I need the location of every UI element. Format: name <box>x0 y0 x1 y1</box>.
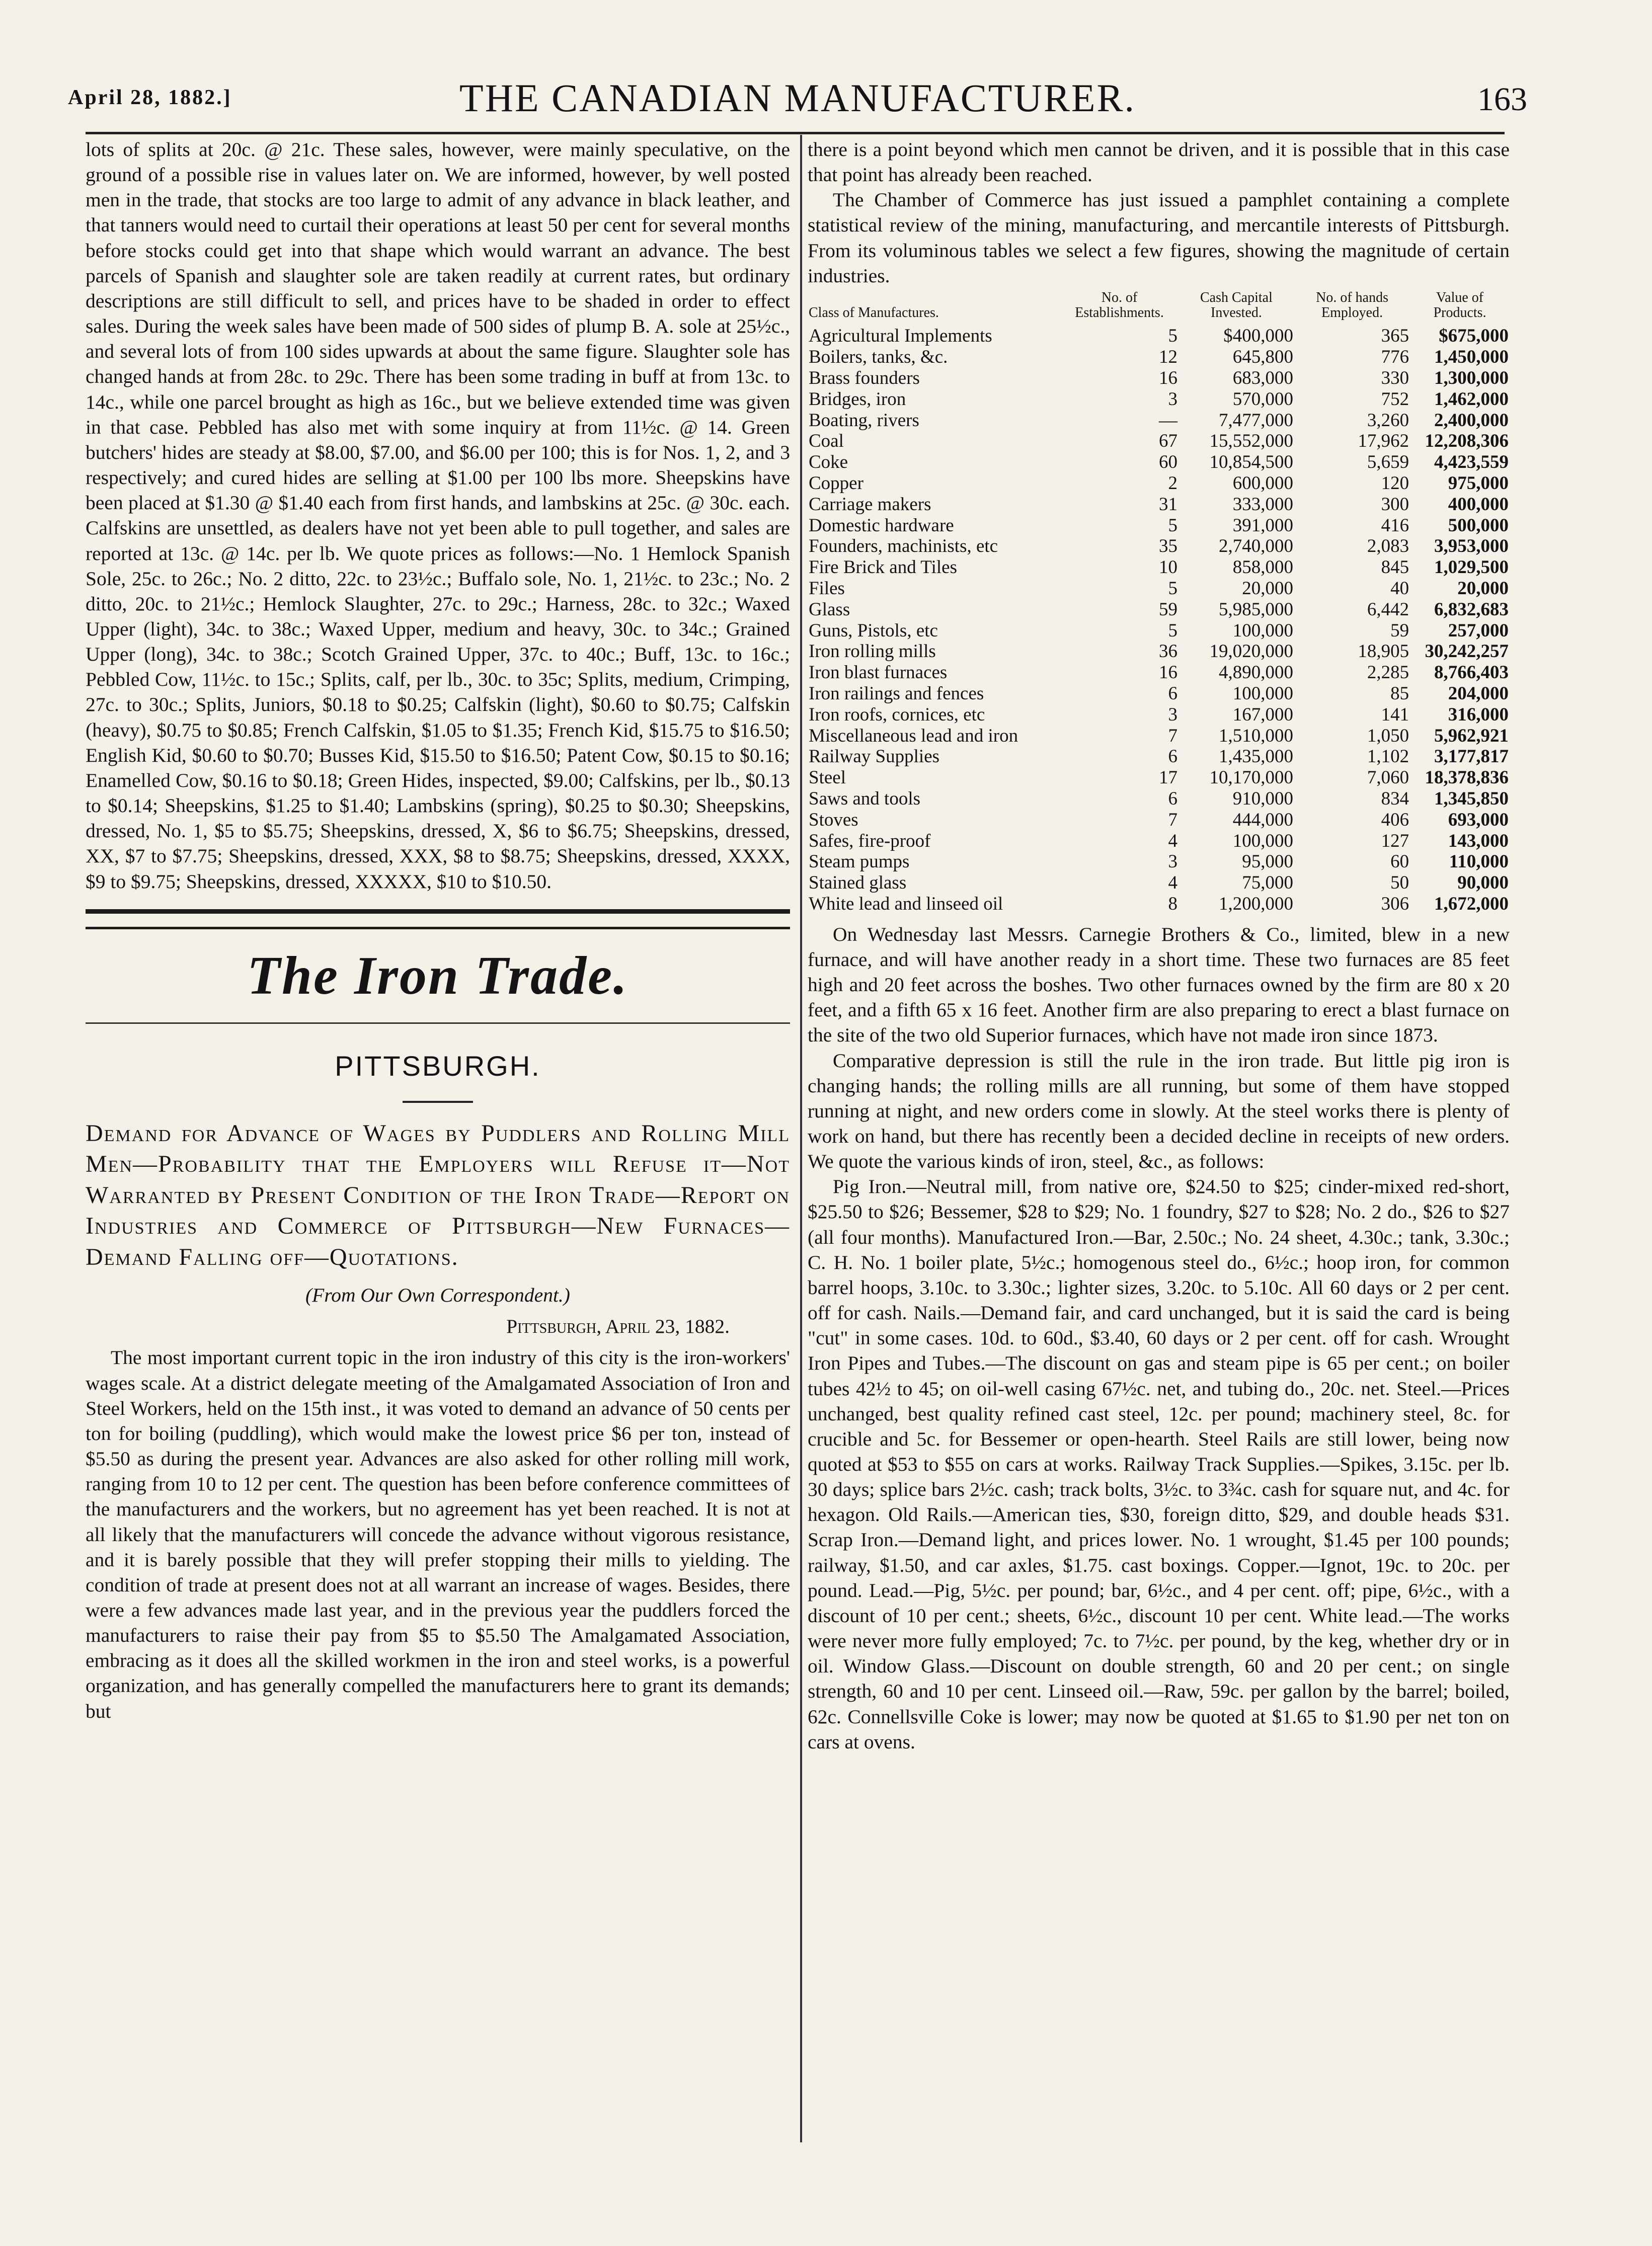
table-cell: Iron railings and fences <box>809 683 984 704</box>
table-row <box>808 536 1510 557</box>
table-cell: 365 <box>1381 326 1409 347</box>
table-cell: 416 <box>1381 515 1409 536</box>
table-cell: 5,659 <box>1367 452 1409 473</box>
table-cell: 17,962 <box>1358 431 1409 452</box>
depression-paragraph: Comparative depression is still the rule in the iron trade. But little pig iron is changing hands; the rolling mills are all running, but some of them have stopped running at night, and new orders come in slowly. At the steel works there is plenty of work on hand, but there has recently been a decided decline in receipts of new orders. We quote the various kinds of iron, steel, &c., as follows: <box>808 1049 1510 1173</box>
table-cell: 19,020,000 <box>1209 641 1293 662</box>
table-cell: 1,510,000 <box>1218 725 1293 746</box>
industries-table <box>808 290 1510 915</box>
page-number: 163 <box>1477 81 1527 118</box>
table-cell: 10,854,500 <box>1209 452 1293 473</box>
table-cell: 5,962,921 <box>1434 725 1509 746</box>
table-cell: Coal <box>809 431 844 452</box>
table-cell: 18,905 <box>1358 641 1409 662</box>
table-cell: Iron roofs, cornices, etc <box>809 704 985 725</box>
table-cell: 600,000 <box>1232 472 1293 494</box>
table-cell: 3 <box>1168 851 1177 872</box>
header-rule <box>86 132 1505 134</box>
column-header: Cash Capital Invested. <box>1200 289 1273 321</box>
table-cell: 30,242,257 <box>1425 641 1509 662</box>
table-cell: 2,400,000 <box>1434 410 1509 431</box>
table-cell: 6 <box>1168 683 1177 704</box>
table-cell: 20,000 <box>1457 578 1509 599</box>
table-cell: 1,029,500 <box>1434 557 1509 578</box>
table-cell: 17 <box>1158 767 1177 788</box>
table-cell: 406 <box>1381 809 1409 830</box>
column-divider <box>800 135 802 2142</box>
table-cell: 18,378,836 <box>1425 767 1509 788</box>
table-cell: 845 <box>1381 557 1409 578</box>
table-row <box>808 767 1510 788</box>
table-cell: 1,200,000 <box>1218 893 1293 914</box>
table-cell: 3 <box>1168 388 1177 410</box>
table-cell: 12,208,306 <box>1425 431 1509 452</box>
table-cell: 2,285 <box>1367 662 1409 683</box>
table-cell: 141 <box>1381 704 1409 725</box>
table-cell: 400,000 <box>1448 494 1509 515</box>
table-cell: Steam pumps <box>809 851 910 872</box>
table-cell: 16 <box>1158 662 1177 683</box>
table-cell: 7 <box>1168 809 1177 830</box>
table-row <box>808 515 1510 536</box>
table-cell: 16 <box>1158 368 1177 388</box>
table-row <box>808 389 1510 410</box>
table-cell: 776 <box>1381 347 1409 368</box>
table-row <box>808 788 1510 810</box>
table-row <box>808 431 1510 452</box>
table-cell: 59 <box>1158 599 1177 620</box>
table-body <box>808 326 1510 914</box>
table-row <box>808 368 1510 389</box>
table-cell: 391,000 <box>1232 515 1293 536</box>
table-cell: 100,000 <box>1232 683 1293 704</box>
dateline: Pittsburgh, April 23, 1882. <box>506 1315 730 1338</box>
table-row <box>808 851 1510 872</box>
table-cell: 127 <box>1381 830 1409 851</box>
table-row <box>808 557 1510 578</box>
table-row <box>808 326 1510 347</box>
table-cell: 500,000 <box>1448 515 1509 536</box>
table-cell: 75,000 <box>1242 872 1293 894</box>
table-row <box>808 473 1510 494</box>
table-cell: 143,000 <box>1448 830 1509 851</box>
table-cell: 1,102 <box>1367 746 1409 767</box>
table-cell: 1,435,000 <box>1218 746 1293 767</box>
table-cell: 5 <box>1168 620 1177 641</box>
left-column <box>86 137 790 1724</box>
table-cell: Glass <box>809 599 850 620</box>
table-cell: 683,000 <box>1232 368 1293 388</box>
table-row <box>808 641 1510 662</box>
article-title: PITTSBURGH. <box>335 1050 541 1082</box>
table-cell: 257,000 <box>1448 620 1509 641</box>
table-cell: Coke <box>809 452 848 473</box>
table-cell: 306 <box>1381 893 1409 914</box>
table-cell: 40 <box>1390 578 1409 599</box>
table-cell: 975,000 <box>1448 472 1509 494</box>
column-header: Class of Manufactures. <box>809 305 939 321</box>
table-cell: Boating, rivers <box>809 410 919 431</box>
table-row <box>808 704 1510 726</box>
table-cell: Miscellaneous lead and iron <box>809 725 1018 746</box>
quotations-paragraph: Pig Iron.—Neutral mill, from native ore, $24.50 to $25; cinder-mixed red-short, $25.50 to $26; Bessemer, $28 to $29; No. 1 foundry, $27 to $28; No. 2 do., $26 to $27 (all four months). Manufactured Iron.—Bar, 2.50c.; No. 24 sheet, 4.30c.; tank, 3.30c.; C. H. No. 1 boiler plate, 5½c.; homogenous steel do., 6½c.; hoop iron, for common barrel hoops, 3.10c. to 3.30c.; lighter sizes, 3.20c. to 5.10c. All 60 days or 2 per cent. off for cash. Nails.—Demand fair, and card unchanged, but it is said the card is being "cut" in some cases. 10d. to 60d., $3.40, 60 days or 2 per cent. off for cash. Wrought Iron Pipes and Tubes.—The discount on gas and steam pipe is 65 per cent.; on boiler tubes 42½ to 45; on oil-well casing 67½c. net, and tubing do., 20c. net. Steel.—Prices unchanged, best quality refined cast steel, 12c. per pound; machinery steel, 8c. for crucible and 5c. for Bessemer or open-hearth. Steel Rails are still lower, being now quoted at $53 to $55 on cars at works. Railway Track Supplies.—Spikes, 3.15c. per lb. 30 days; splice bars 2½c. cash; track bolts, 3½c. to 3¾c. cash for square nut, and 4c. for hexagon. Old Rails.—American ties, $30, foreign ditto, $29, and double heads $31. Scrap Iron.—Demand light, and prices lower. No. 1 wrought, $1.45 per 100 pounds; railway, $1.50, and car axles, $1.75. cast boxings. Copper.—Ignot, 19c. to 20c. per pound. Lead.—Pig, 5½c. per pound; bar, 6½c., and 4 per cent. off; pipe, 6½c., with a discount of 10 per cent.; sheets, 6½c., discount 10 per cent. White lead.—The works were never more fully employed; 7c. to 7½c. per pound, by the keg, whether dry or in oil. Window Glass.—Discount on double strength, 60 and 20 per cent.; on single strength, 60 and 10 per cent. Linseed oil.—Raw, 59c. per gallon by the barrel; boiled, 62c. Connellsville Coke is lower; may now be quoted at $1.65 to $1.90 per net ton on cars at ovens. <box>808 1175 1510 1753</box>
table-cell: 5,985,000 <box>1218 599 1293 620</box>
table-cell: 1,462,000 <box>1434 388 1509 410</box>
table-cell: 90,000 <box>1457 872 1509 894</box>
table-cell: — <box>1158 410 1177 431</box>
table-cell: 8,766,403 <box>1434 662 1509 683</box>
table-row <box>808 726 1510 747</box>
table-cell: 167,000 <box>1232 704 1293 725</box>
table-cell: 444,000 <box>1232 809 1293 830</box>
carnegie-furnace-paragraph: On Wednesday last Messrs. Carnegie Brothers & Co., limited, blew in a new furnace, and will have another ready in a short time. These two furnaces are 85 feet high and 20 feet across the boshes. Two other furnaces owned by the firm are 80 x 20 feet, and a fifth 65 x 16 feet. Another firm are also preparing to erect a blast furnace on the site of the two old Superior furnaces, which have not made iron since 1873. <box>808 923 1510 1047</box>
table-cell: Fire Brick and Tiles <box>809 557 957 578</box>
column-header: No. of hands Employed. <box>1316 289 1388 321</box>
table-cell: Iron rolling mills <box>809 641 936 662</box>
table-header-row <box>808 290 1510 326</box>
table-cell: 60 <box>1158 452 1177 473</box>
masthead-title: THE CANADIAN MANUFACTURER. <box>459 76 1136 120</box>
table-cell: White lead and linseed oil <box>809 893 1003 914</box>
table-cell: 10 <box>1158 557 1177 578</box>
table-cell: 4 <box>1168 830 1177 851</box>
article-subheading: Demand for Advance of Wages by Puddlers and Rolling Mill Men—Probability that the Employers will Refuse it—Not Warranted by Present Condition of the Iron Trade—Report on Industries and Commerce of Pittsburgh—New Furnaces—Demand Falling off—Quotations. <box>86 1119 790 1270</box>
table-cell: 645,800 <box>1232 347 1293 368</box>
table-cell: 204,000 <box>1448 683 1509 704</box>
table-cell: 6 <box>1168 746 1177 767</box>
table-cell: 752 <box>1381 388 1409 410</box>
table-row <box>808 894 1510 915</box>
table-cell: 31 <box>1158 494 1177 515</box>
table-cell: 5 <box>1168 326 1177 347</box>
table-cell: 316,000 <box>1448 704 1509 725</box>
table-row <box>808 662 1510 683</box>
table-cell: Domestic hardware <box>809 515 954 536</box>
issue-date: April 28, 1882.] <box>68 86 232 109</box>
table-cell: 6 <box>1168 788 1177 809</box>
table-cell: Boilers, tanks, &c. <box>809 347 948 368</box>
continuation-paragraph: there is a point beyond which men cannot be driven, and it is possible that in this case that point has already been reached. <box>808 138 1510 186</box>
table-cell: 59 <box>1390 620 1409 641</box>
table-row <box>808 578 1510 599</box>
table-cell: Guns, Pistols, etc <box>809 620 938 641</box>
heading-rule <box>86 1022 790 1024</box>
table-cell: Carriage makers <box>809 494 931 515</box>
table-cell: 858,000 <box>1232 557 1293 578</box>
table-cell: 7 <box>1168 725 1177 746</box>
table-cell: 910,000 <box>1232 788 1293 809</box>
column-header: Value of Products. <box>1433 289 1486 321</box>
table-cell: 12 <box>1158 347 1177 368</box>
table-cell: 67 <box>1158 431 1177 452</box>
table-row <box>808 810 1510 831</box>
table-cell: Steel <box>809 767 846 788</box>
right-column <box>808 137 1510 1754</box>
table-cell: 7,060 <box>1367 767 1409 788</box>
page-header <box>68 75 1527 121</box>
table-row <box>808 599 1510 620</box>
table-cell: Bridges, iron <box>809 388 906 410</box>
table-cell: 2 <box>1168 472 1177 494</box>
table-cell: 2,740,000 <box>1218 536 1293 557</box>
table-cell: $400,000 <box>1223 326 1293 347</box>
table-cell: Saws and tools <box>809 788 920 809</box>
chamber-of-commerce-paragraph: The Chamber of Commerce has just issued a pamphlet containing a complete statistical review of the mining, manufacturing, and mercantile interests of Pittsburgh. From its voluminous tables we select a few figures, showing the magnitude of certain industries. <box>808 189 1510 287</box>
table-cell: 330 <box>1381 368 1409 388</box>
table-cell: 6,442 <box>1367 599 1409 620</box>
table-cell: 85 <box>1390 683 1409 704</box>
table-cell: 5 <box>1168 515 1177 536</box>
section-divider <box>86 909 790 929</box>
table-row <box>808 620 1510 641</box>
table-cell: 5 <box>1168 578 1177 599</box>
section-heading: The Iron Trade. <box>247 945 629 1006</box>
table-cell: 3 <box>1168 704 1177 725</box>
table-cell: 15,552,000 <box>1209 431 1293 452</box>
table-cell: 300 <box>1381 494 1409 515</box>
table-cell: 1,672,000 <box>1434 893 1509 914</box>
table-cell: 4 <box>1168 872 1177 894</box>
table-cell: 1,300,000 <box>1434 368 1509 388</box>
table-row <box>808 452 1510 473</box>
table-cell: 6,832,683 <box>1434 599 1509 620</box>
table-cell: 333,000 <box>1232 494 1293 515</box>
table-cell: Files <box>809 578 845 599</box>
table-cell: 50 <box>1390 872 1409 894</box>
title-rule <box>403 1101 473 1103</box>
table-cell: 4,423,559 <box>1434 452 1509 473</box>
table-row <box>808 683 1510 704</box>
table-row <box>808 410 1510 431</box>
table-cell: 10,170,000 <box>1209 767 1293 788</box>
table-cell: 4,890,000 <box>1218 662 1293 683</box>
correspondent-line: (From Our Own Correspondent.) <box>305 1284 570 1307</box>
table-cell: 95,000 <box>1242 851 1293 872</box>
table-row <box>808 347 1510 368</box>
table-cell: 110,000 <box>1449 851 1509 872</box>
table-cell: 570,000 <box>1232 388 1293 410</box>
table-cell: Safes, fire-proof <box>809 830 931 851</box>
table-cell: 3,260 <box>1367 410 1409 431</box>
table-cell: Brass founders <box>809 368 920 388</box>
table-cell: 1,345,850 <box>1434 788 1509 809</box>
table-cell: 100,000 <box>1232 830 1293 851</box>
leather-market-paragraph: lots of splits at 20c. @ 21c. These sales, however, were mainly speculative, on the ground of a possible rise in values later on. We are informed, however, by well posted men in the trade, that stocks are too large to admit of any advance in black leather, and that tanners would need to curtail their operations at least 50 per cent for several months before stocks could get into that shape which would warrant an advance. The best parcels of Spanish and slaughter sole are taken readily at current rates, but ordinary descriptions are still difficult to sell, and prices have to be shaded in order to effect sales. During the week sales have been made of 500 sides of plump B. A. sole at 25½c., and several lots of from 100 sides upwards at about the same figure. Slaughter sole has changed hands at from 28c. to 29c. There has been some trading in buff at from 13c. to 14c., while one parcel brought as high as 16c., but we believe extended time was given in that case. Pebbled has also met with some inquiry at from 11½c. @ 14. Green butchers' hides are steady at $8.00, $7.00, and $6.00 per 100; this is for Nos. 1, 2, and 3 respectively; and cured hides are selling at $1.00 per 100 lbs more. Sheepskins have been placed at $1.30 @ $1.40 each from first hands, and lambskins at 25c. @ 30c. each. Calfskins are unsettled, as dealers have not yet been able to pull together, and sales are reported at 13c. @ 14c. per lb. We quote prices as follows:—No. 1 Hemlock Spanish Sole, 25c. to 26c.; No. 2 ditto, 22c. to 23½c.; Buffalo sole, No. 1, 21½c. to 23c.; No. 2 ditto, 20c. to 21½c.; Hemlock Slaughter, 27c. to 29c.; Harness, 28c. to 32c.; Waxed Upper (light), 34c. to 38c.; Waxed Upper, medium and heavy, 30c. to 34c.; Grained Upper (long), 34c. to 38c.; Scotch Grained Upper, 37c. to 40c.; Buff, 13c. to 16c.; Pebbled Cow, 11½c. to 15c.; Splits, calf, per lb., 30c. to 35c; Splits, medium, Crimping, 27c. to 30c.; Splits, Juniors, $0.18 to $0.25; Calfskin (light), $0.60 to $0.75; Calfskin (heavy), $0.75 to $0.85; French Calfskin, $1.05 to $1.35; French Kid, $15.75 to $16.50; English Kid, $0.60 to $0.70; Busses Kid, $15.50 to $16.50; Patent Cow, $0.15 to $0.16; Enamelled Cow, $0.16 to $0.18; Green Hides, inspected, $9.00; Calfskins, per lb., $0.13 to $0.14; Sheepskins, $1.25 to $1.40; Lambskins (spring), $0.25 to $0.30; Sheepskins, dressed, No. 1, $5 to $5.75; Sheepskins, dressed, X, $6 to $6.75; Sheepskins, dressed, XX, $7 to $7.75; Sheepskins, dressed, XXX, $8 to $8.75; Sheepskins, dressed, XXXX, $9 to $9.75; Sheepskins, dressed, XXXXX, $10 to $10.50. <box>86 138 790 893</box>
table-cell: 100,000 <box>1232 620 1293 641</box>
table-cell: Iron blast furnaces <box>809 662 948 683</box>
table-cell: 20,000 <box>1242 578 1293 599</box>
table-cell: 120 <box>1381 472 1409 494</box>
table-cell: Agricultural Implements <box>809 326 992 347</box>
wages-paragraph: The most important current topic in the iron industry of this city is the iron-workers' wages scale. At a district delegate meeting of the Amalgamated Association of Iron and Steel Workers, held on the 15th inst., it was voted to demand an advance of 50 cents per ton for boiling (puddling), which would make the lowest price $6 per ton, instead of $5.50 as during the present year. Advances are also asked for other rolling mill work, ranging from 10 to 12 per cent. The question has been before conference committees of the manufacturers and the workers, but no agreement has yet been reached. It is not at all likely that the manufacturers will concede the advance without vigorous resistance, and it is barely possible that they will prefer stopping their mills to yielding. The condition of trade at present does not at all warrant an increase of wages. Besides, there were a few advances made last year, and in the previous year the puddlers forced the manufacturers to raise their pay from $5 to $5.50 The Amalgamated Association, embracing as it does all the skilled workmen in the iron and steel works, is a powerful organization, and has generally compelled the manufacturers here to grant its demands; but <box>86 1346 790 1722</box>
table-cell: 8 <box>1168 893 1177 914</box>
table-cell: 36 <box>1158 641 1177 662</box>
table-cell: Railway Supplies <box>809 746 940 767</box>
table-cell: 3,953,000 <box>1434 536 1509 557</box>
table-cell: 834 <box>1381 788 1409 809</box>
table-row <box>808 746 1510 767</box>
table-cell: 1,050 <box>1367 725 1409 746</box>
table-cell: Copper <box>809 472 863 494</box>
table-row <box>808 872 1510 894</box>
table-cell: $675,000 <box>1439 326 1509 347</box>
table-cell: 3,177,817 <box>1434 746 1509 767</box>
table-cell: 1,450,000 <box>1434 347 1509 368</box>
table-cell: 693,000 <box>1448 809 1509 830</box>
table-row <box>808 831 1510 852</box>
table-cell: 7,477,000 <box>1218 410 1293 431</box>
table-row <box>808 494 1510 515</box>
table-cell: Stoves <box>809 809 858 830</box>
table-cell: 2,083 <box>1367 536 1409 557</box>
table-cell: 60 <box>1390 851 1409 872</box>
column-header: No. of Establishments. <box>1075 289 1164 321</box>
table-cell: 35 <box>1158 536 1177 557</box>
table-cell: Founders, machinists, etc <box>809 536 998 557</box>
table-cell: Stained glass <box>809 872 907 894</box>
